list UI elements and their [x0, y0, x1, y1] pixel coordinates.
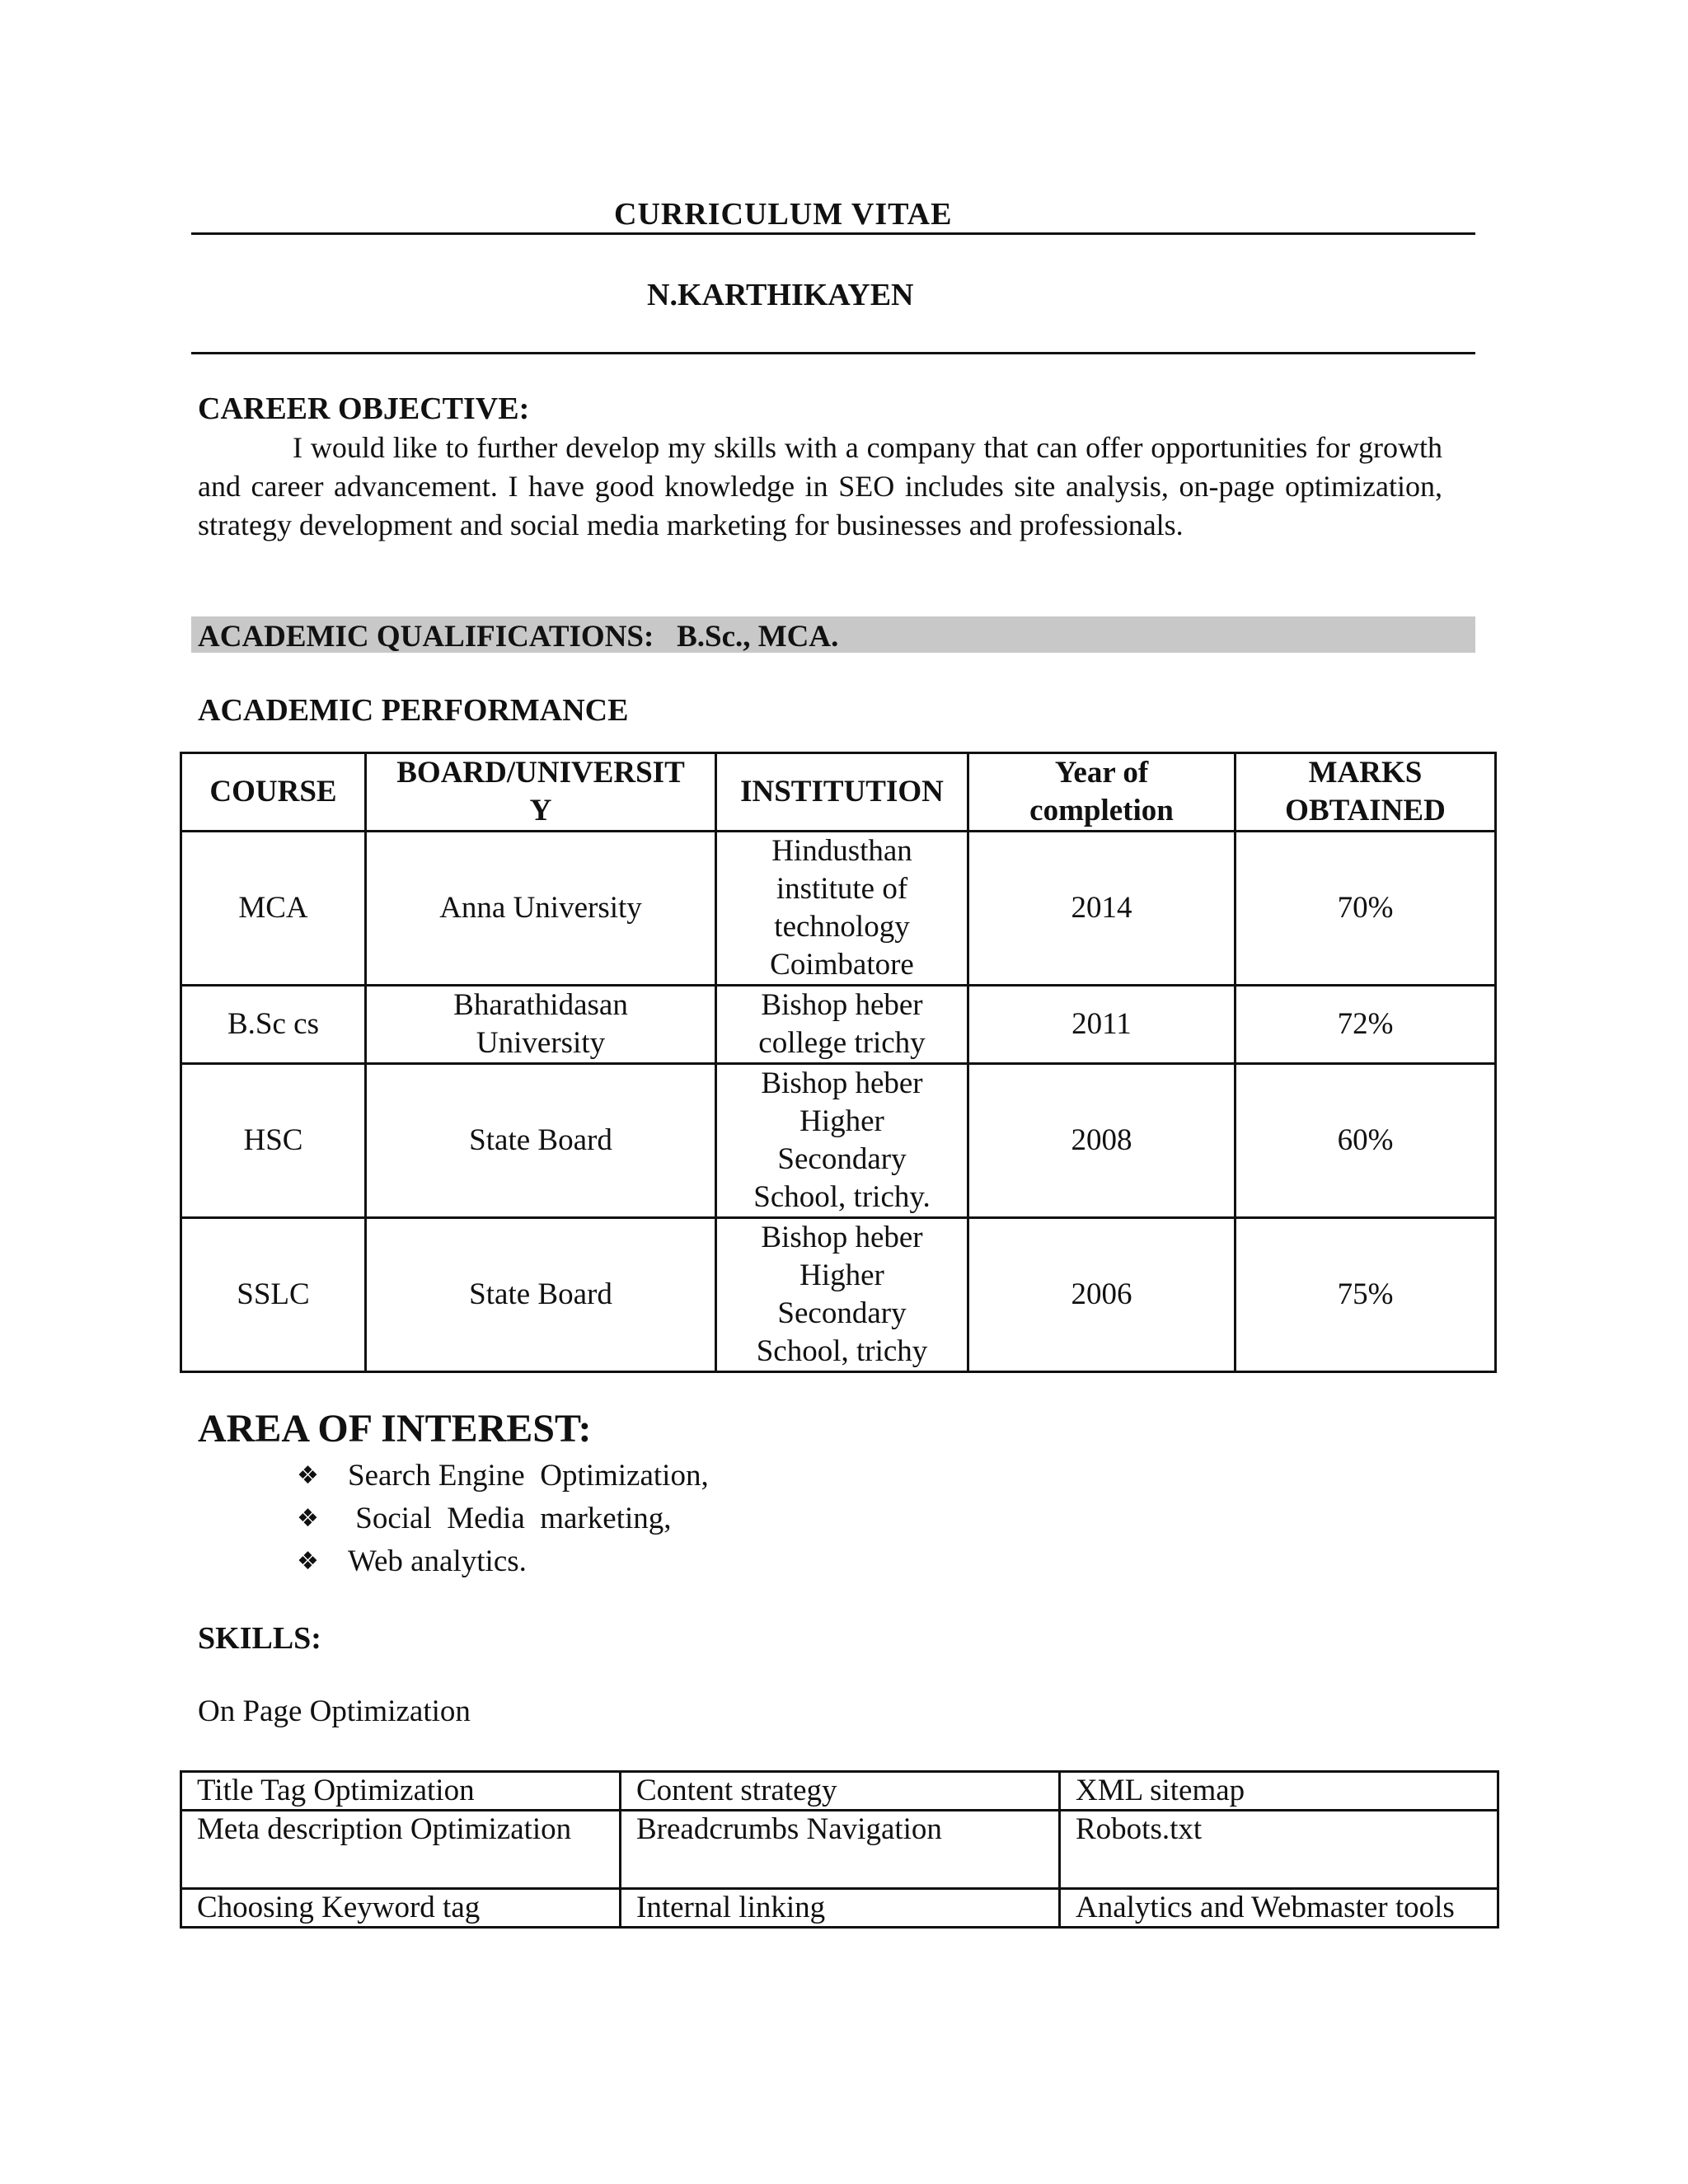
- academic-qualifications-text: ACADEMIC QUALIFICATIONS: B.Sc., MCA.: [198, 620, 839, 654]
- list-item: [297, 1540, 709, 1583]
- board-cell: Anna University: [366, 832, 716, 986]
- diamond-bullet-icon: ❖: [297, 1504, 319, 1533]
- interest-label: Web analytics.: [348, 1544, 527, 1578]
- area-of-interest-list: [297, 1455, 709, 1583]
- column-header-marks: MARKS OBTAINED: [1236, 753, 1496, 832]
- marks-cell: 70%: [1236, 832, 1496, 986]
- skill-cell: Title Tag Optimization: [181, 1772, 621, 1811]
- candidate-name: N.KARTHIKAYEN: [647, 278, 914, 312]
- diamond-bullet-icon: ❖: [297, 1547, 319, 1576]
- table-row: [181, 832, 1496, 986]
- name-rule: [191, 352, 1475, 354]
- interest-label: Search Engine Optimization,: [348, 1459, 709, 1493]
- table-row: [181, 1811, 1498, 1889]
- table-row: [181, 1218, 1496, 1372]
- year-cell: 2006: [968, 1218, 1236, 1372]
- column-header-course: COURSE: [181, 753, 366, 832]
- career-objective-heading: CAREER OBJECTIVE:: [198, 391, 530, 426]
- year-cell: 2008: [968, 1064, 1236, 1218]
- marks-cell: 60%: [1236, 1064, 1496, 1218]
- column-header-board: BOARD/UNIVERSIT Y: [366, 753, 716, 832]
- skills-subheading: On Page Optimization: [198, 1694, 471, 1728]
- skill-cell: Choosing Keyword tag: [181, 1889, 621, 1928]
- academic-performance-heading: ACADEMIC PERFORMANCE: [198, 693, 629, 728]
- academic-performance-table: [180, 752, 1497, 1373]
- board-cell: State Board: [366, 1064, 716, 1218]
- skill-cell: Breadcrumbs Navigation: [621, 1811, 1060, 1889]
- table-header-row: [181, 753, 1496, 832]
- skill-cell: Meta description Optimization: [181, 1811, 621, 1889]
- area-of-interest-heading: AREA OF INTEREST:: [198, 1407, 592, 1451]
- institution-cell: Bishop heber college trichy: [716, 986, 968, 1064]
- board-cell: State Board: [366, 1218, 716, 1372]
- course-cell: HSC: [181, 1064, 366, 1218]
- institution-cell: Hindusthan institute of technology Coimbatore: [716, 832, 968, 986]
- skill-cell: Analytics and Webmaster tools: [1060, 1889, 1498, 1928]
- year-cell: 2011: [968, 986, 1236, 1064]
- table-row: [181, 1772, 1498, 1811]
- column-header-year: Year of completion: [968, 753, 1236, 832]
- title-rule: [191, 232, 1475, 235]
- course-cell: B.Sc cs: [181, 986, 366, 1064]
- skill-cell: Robots.txt: [1060, 1811, 1498, 1889]
- document-title: CURRICULUM VITAE: [614, 197, 953, 232]
- career-objective-text: I would like to further develop my skills with a company that can offer opportunities for growth and career advancement. I have good knowledge in SEO includes site analysis, on-page optimization, strategy development and social media marketing for businesses and professionals.: [198, 431, 1442, 541]
- skills-table: [180, 1770, 1499, 1929]
- institution-cell: Bishop heber Higher Secondary School, trichy.: [716, 1064, 968, 1218]
- institution-cell: Bishop heber Higher Secondary School, trichy: [716, 1218, 968, 1372]
- table-row: [181, 986, 1496, 1064]
- course-cell: MCA: [181, 832, 366, 986]
- column-header-institution: INSTITUTION: [716, 753, 968, 832]
- list-item: [297, 1455, 709, 1497]
- marks-cell: 72%: [1236, 986, 1496, 1064]
- list-item: [297, 1497, 709, 1540]
- year-cell: 2014: [968, 832, 1236, 986]
- board-cell: Bharathidasan University: [366, 986, 716, 1064]
- skills-heading: SKILLS:: [198, 1621, 321, 1656]
- marks-cell: 75%: [1236, 1218, 1496, 1372]
- skill-cell: Internal linking: [621, 1889, 1060, 1928]
- skill-cell: XML sitemap: [1060, 1772, 1498, 1811]
- skill-cell: Content strategy: [621, 1772, 1060, 1811]
- course-cell: SSLC: [181, 1218, 366, 1372]
- interest-label: Social Media marketing,: [348, 1502, 672, 1535]
- table-row: [181, 1064, 1496, 1218]
- table-row: [181, 1889, 1498, 1928]
- diamond-bullet-icon: ❖: [297, 1461, 319, 1490]
